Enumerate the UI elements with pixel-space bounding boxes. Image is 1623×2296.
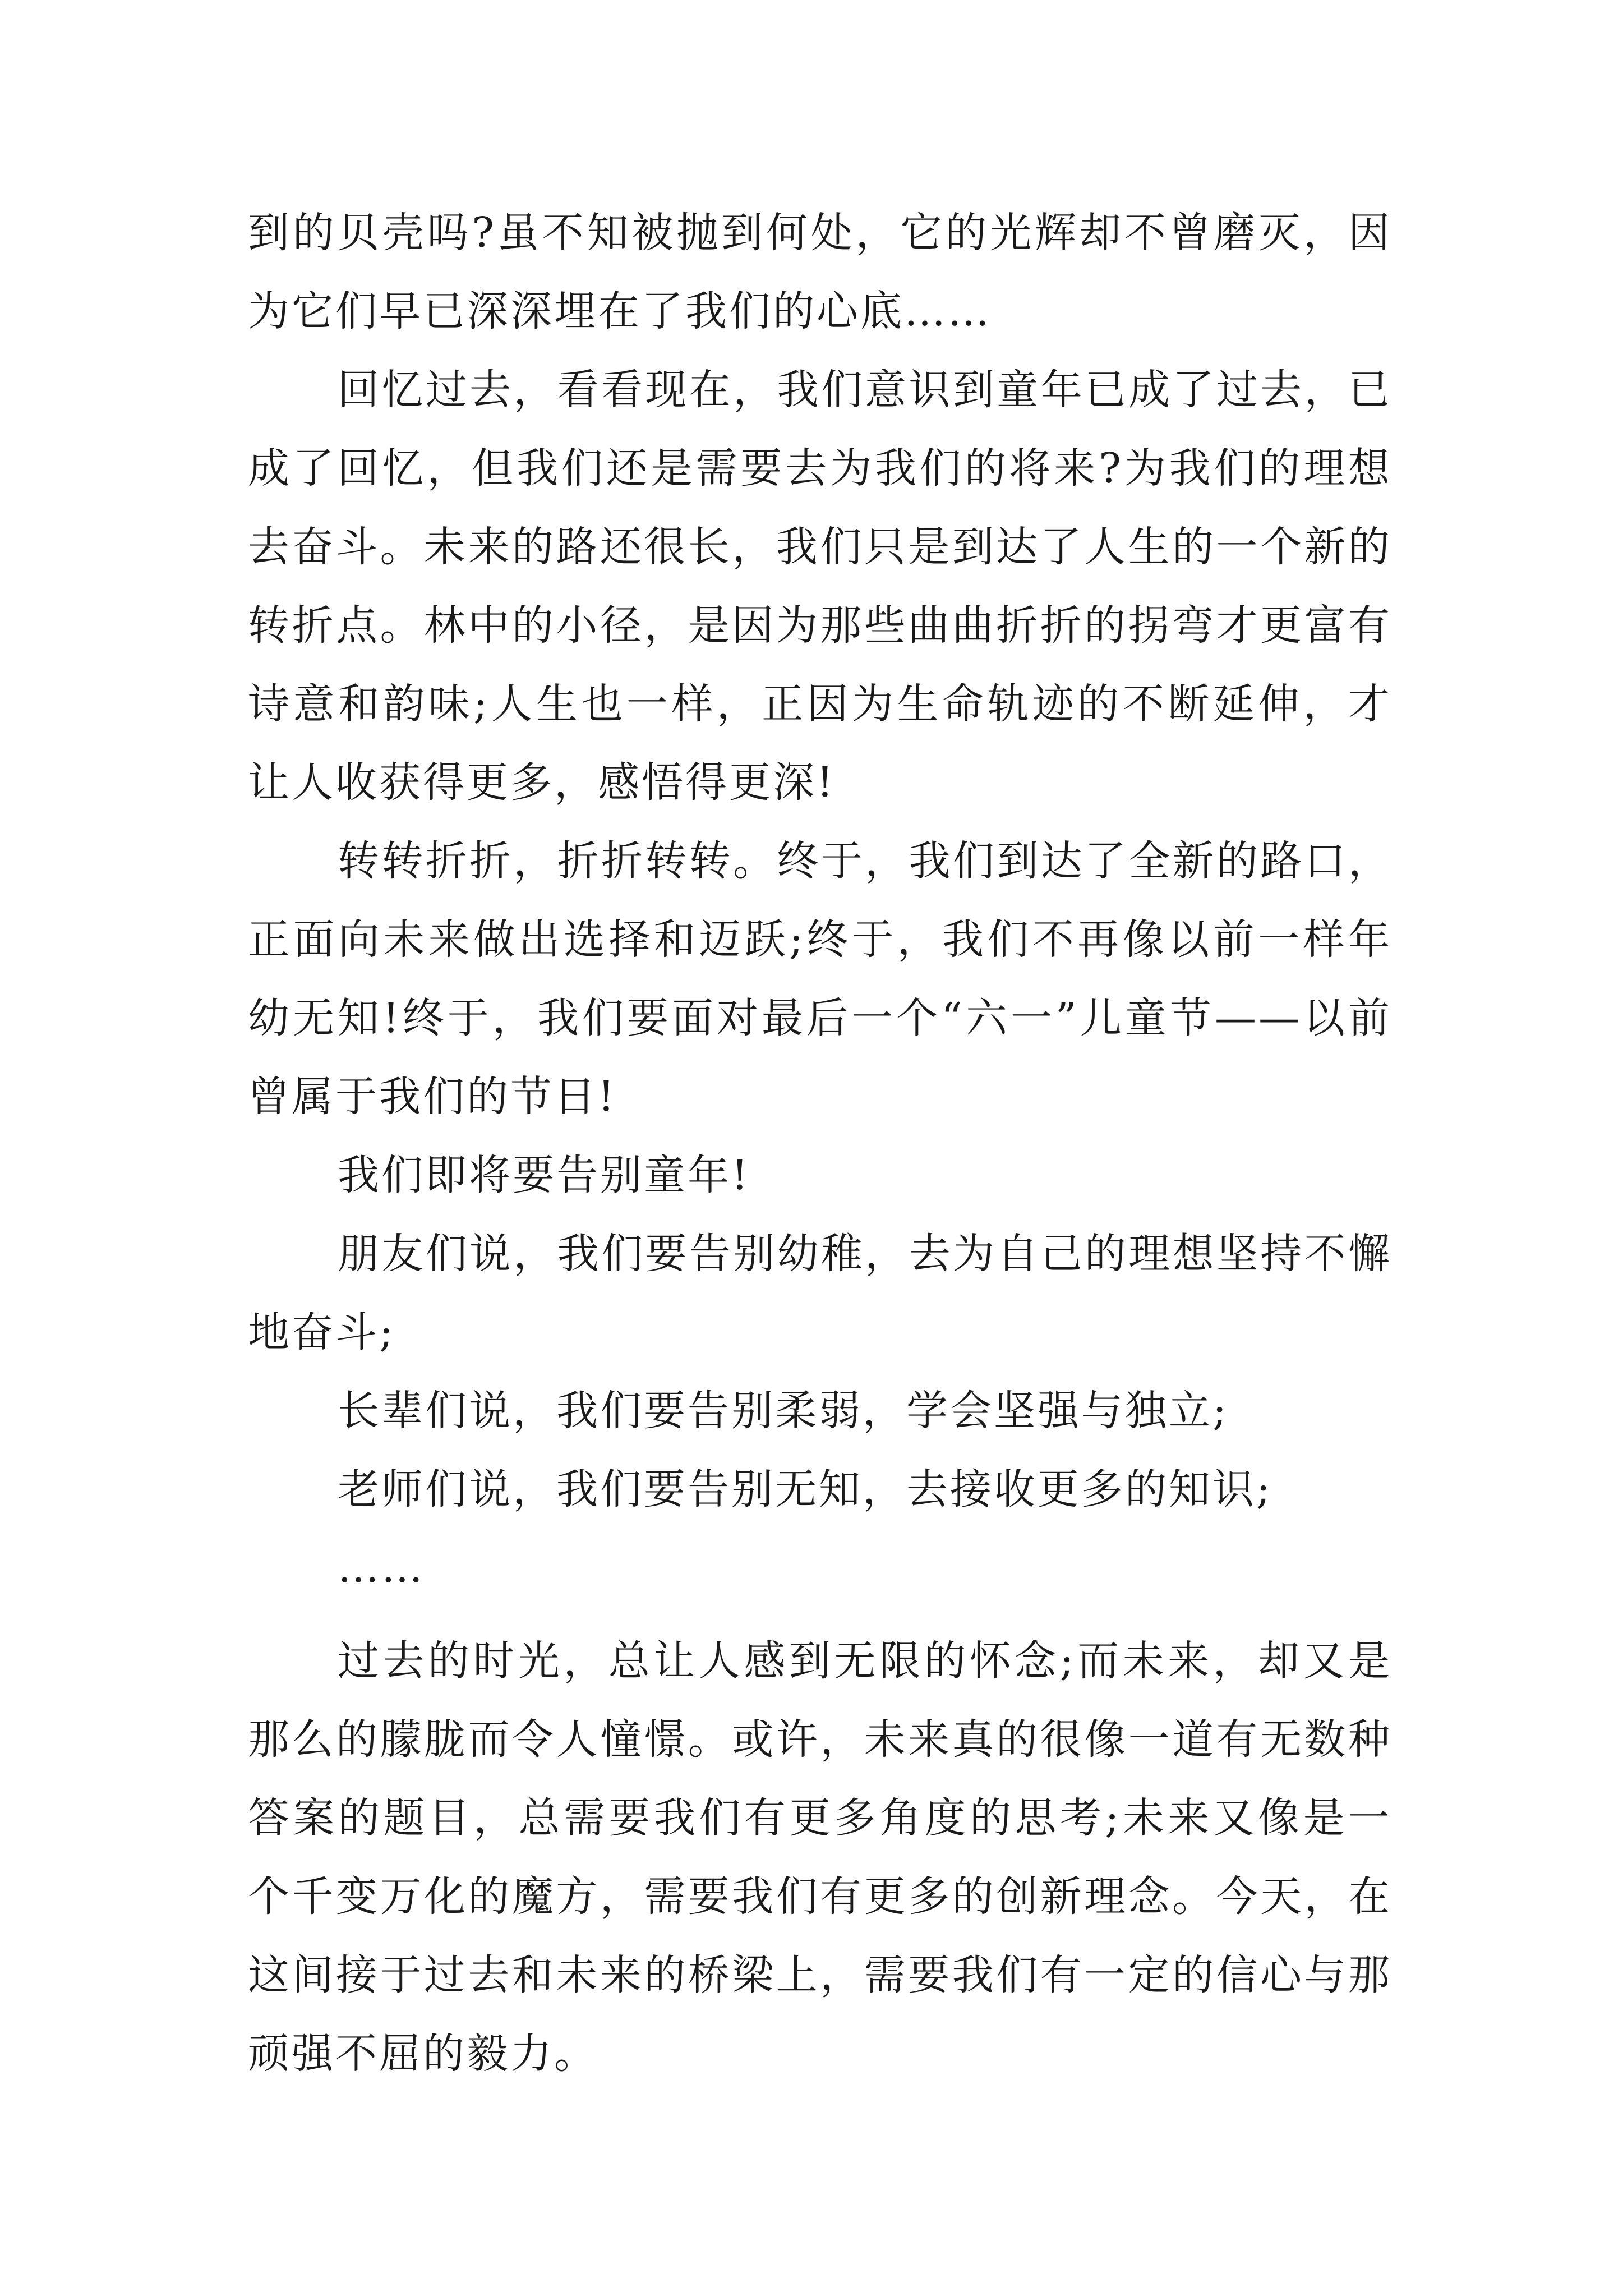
paragraph: …… (338, 1544, 425, 1592)
paragraph: 长辈们说，我们要告别柔弱，学会坚强与独立; (338, 1387, 1229, 1435)
paragraph: 过去的时光，总让人感到无限的怀念;而未来，却又是那么的朦胧而令人憧憬。或许，未来真的很像一道有无数种答案的题目，总需要我们有更多角度的思考;未来又像是一个千变万化的魔方，需要我们有更多的创新理念。今天，在这间接于过去和未来的桥梁上，需要我们有一定的信心与那顽强不屈的毅力。 (248, 1637, 1392, 2078)
paragraph: 朋友们说，我们要告别幼稚，去为自己的理想坚持不懈地奋斗; (248, 1230, 1392, 1356)
paragraph: 到的贝壳吗?虽不知被抛到何处，它的光辉却不曾磨灭，因为它们早已深深埋在了我们的心底…… (248, 209, 1392, 335)
paragraph: 老师们说，我们要告别无知，去接收更多的知识; (338, 1465, 1272, 1513)
paragraph: 我们即将要告别童年! (338, 1151, 750, 1199)
paragraph: 转转折折，折折转转。终于，我们到达了全新的路口，正面向未来做出选择和迈跃;终于，我们不再像以前一样年幼无知!终于，我们要面对最后一个“六一”儿童节——以前曾属于我们的节日! (248, 837, 1392, 1121)
paragraph: 回忆过去，看看现在，我们意识到童年已成了过去，已成了回忆，但我们还是需要去为我们的将来?为我们的理想去奋斗。未来的路还很长，我们只是到达了人生的一个新的转折点。林中的小径，是因为那些曲曲折折的拐弯才更富有诗意和韵味;人生也一样，正因为生命轨迹的不断延伸，才让人收获得更多，感悟得更深! (248, 366, 1392, 807)
document-body (248, 194, 1392, 2093)
